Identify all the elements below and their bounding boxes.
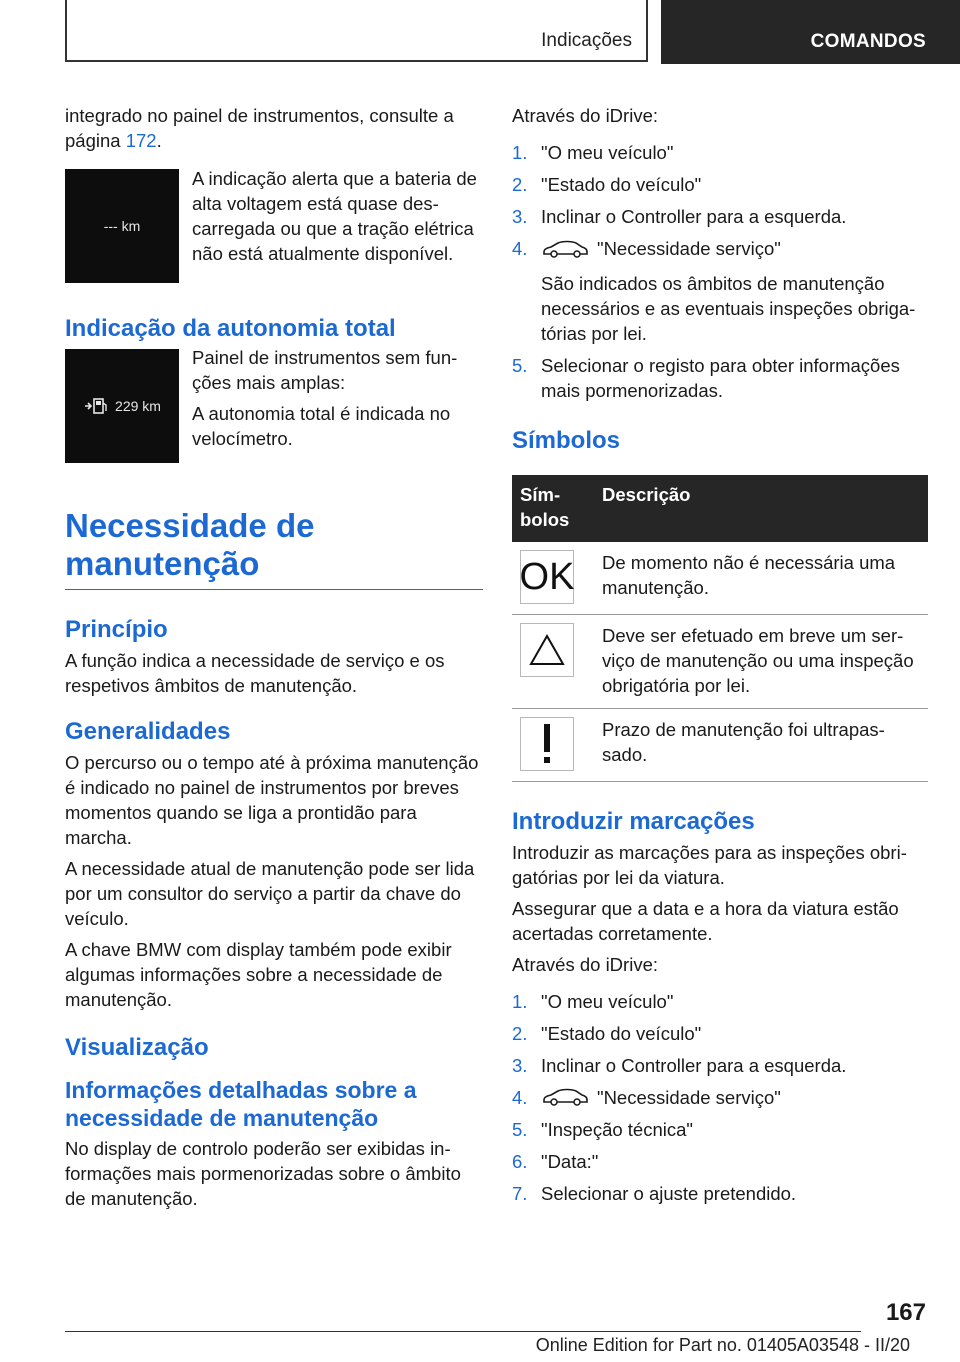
list-item: 4. "Necessidade serviço" São indicados os âmbitos de manutenção necessários e as eventuais inspeções obrigatórias por lei. [512, 236, 928, 346]
header-section-box [65, 0, 648, 62]
list-item: 3. Inclinar o Controller para a esquerda. [512, 206, 847, 227]
list-item: 3. Inclinar o Controller para a esquerda. [512, 1054, 847, 1076]
dates-p2: Assegurar que a data e a hora da viatura estão acertadas corretamente. [512, 897, 899, 944]
table-header-symbols: Símbolos [512, 475, 594, 542]
main-heading-block [65, 507, 483, 590]
page-number: 167 [885, 1299, 926, 1326]
right-column [512, 103, 928, 1213]
list-item: 5. "Inspeção técnica" [512, 1118, 693, 1140]
range-p2: A autonomia total é indicada no velocímetro. [192, 403, 451, 449]
table-row: Deve ser efetuado em breve um serviço de manutenção ou uma inspeção obrigatória por lei. [512, 614, 928, 708]
list-item: 2. "Estado do veículo" [512, 174, 702, 195]
list-item: 1. "O meu veículo" [512, 990, 674, 1012]
list-item: 6. "Data:" [512, 1150, 599, 1172]
main-heading: Necessidade de manutenção [65, 507, 315, 582]
list-item: 7. Selecionar o ajuste pretendido. [512, 1182, 797, 1204]
steps-list [512, 140, 928, 403]
exclamation-icon [520, 717, 574, 771]
display-heading: Visualização [65, 1034, 209, 1061]
fuel-pump-icon [83, 397, 109, 415]
intro-paragraph: integrado no painel de instrumentos, consulte a página 172. [65, 105, 454, 151]
range-block [65, 349, 483, 463]
range-image-text: 229 km [115, 397, 161, 414]
via-idrive-2: Através do iDrive: [512, 953, 658, 975]
steps-list-2 [512, 989, 928, 1206]
symbols-heading: Símbolos [512, 426, 621, 454]
list-item: 5. Selecionar o registo para obter informações mais pormenorizadas. [512, 354, 900, 401]
principle-text: A função indica a necessidade de serviço e os respetivos âmbitos de manutenção. [65, 650, 445, 696]
battery-image-text: --- km [103, 217, 141, 234]
symbols-table [512, 475, 928, 782]
step-4-sub: São indicados os âmbitos de manutenção necessários e as eventuais inspeções obrigatórias por lei. [541, 272, 916, 344]
general-heading: Generalidades [65, 718, 231, 745]
general-p3: A chave BMW com display também pode exibir algumas informações sobre a necessidade de manutenção. [65, 939, 452, 1010]
warning-triangle-icon [520, 623, 574, 677]
section-title: Indicações [541, 30, 632, 51]
list-item: 2. "Estado do veículo" [512, 1022, 702, 1044]
left-column [65, 103, 483, 1217]
range-heading: Indicação da autonomia total [65, 315, 396, 342]
principle-heading: Princípio [65, 616, 168, 643]
header-chapter-box [661, 0, 960, 64]
car-icon [541, 1087, 589, 1107]
chapter-title: COMANDOS [810, 31, 926, 52]
range-display-image [65, 349, 179, 463]
battery-text: A indicação alerta que a bateria de alta voltagem está quase descarregada ou que a tração elétrica não está atualmente disponível. [192, 168, 477, 264]
details-heading: Informações detalhadas sobre a necessidade de manutenção [65, 1077, 417, 1131]
battery-display-image [65, 169, 179, 283]
battery-block [65, 169, 483, 283]
dates-p1: Introduzir as marcações para as inspeções obrigatórias por lei da viatura. [512, 841, 907, 888]
table-row: OK De momento não é necessária uma manutenção. [512, 542, 928, 615]
ok-icon: OK [520, 550, 574, 604]
list-item: 4. "Necessidade serviço" [512, 1086, 781, 1108]
range-p1: Painel de instrumentos sem funções mais amplas: [192, 347, 458, 393]
footer-divider [65, 1331, 861, 1332]
footer-edition: Online Edition for Part no. 01405A03548 - II/20 [535, 1335, 910, 1355]
table-header-description: Descrição [594, 475, 928, 542]
general-p2: A necessidade atual de manutenção pode ser lida por um consultor do serviço a partir da chave do veículo. [65, 858, 475, 929]
page-link[interactable]: 172 [125, 130, 157, 151]
general-p1: O percurso ou o tempo até à próxima manutenção é indicado no painel de instrumentos por breves momentos quando se liga a prontidão para marcha. [65, 752, 479, 848]
table-row: Prazo de manutenção foi ultrapassado. [512, 708, 928, 781]
details-text: No display de controlo poderão ser exibidas informações mais pormenorizadas sobre o âmbito de manutenção. [65, 1138, 461, 1209]
car-icon [541, 239, 589, 259]
list-item: 1. "O meu veículo" [512, 142, 674, 163]
via-idrive: Através do iDrive: [512, 105, 658, 126]
dates-heading: Introduzir marcações [512, 807, 755, 835]
